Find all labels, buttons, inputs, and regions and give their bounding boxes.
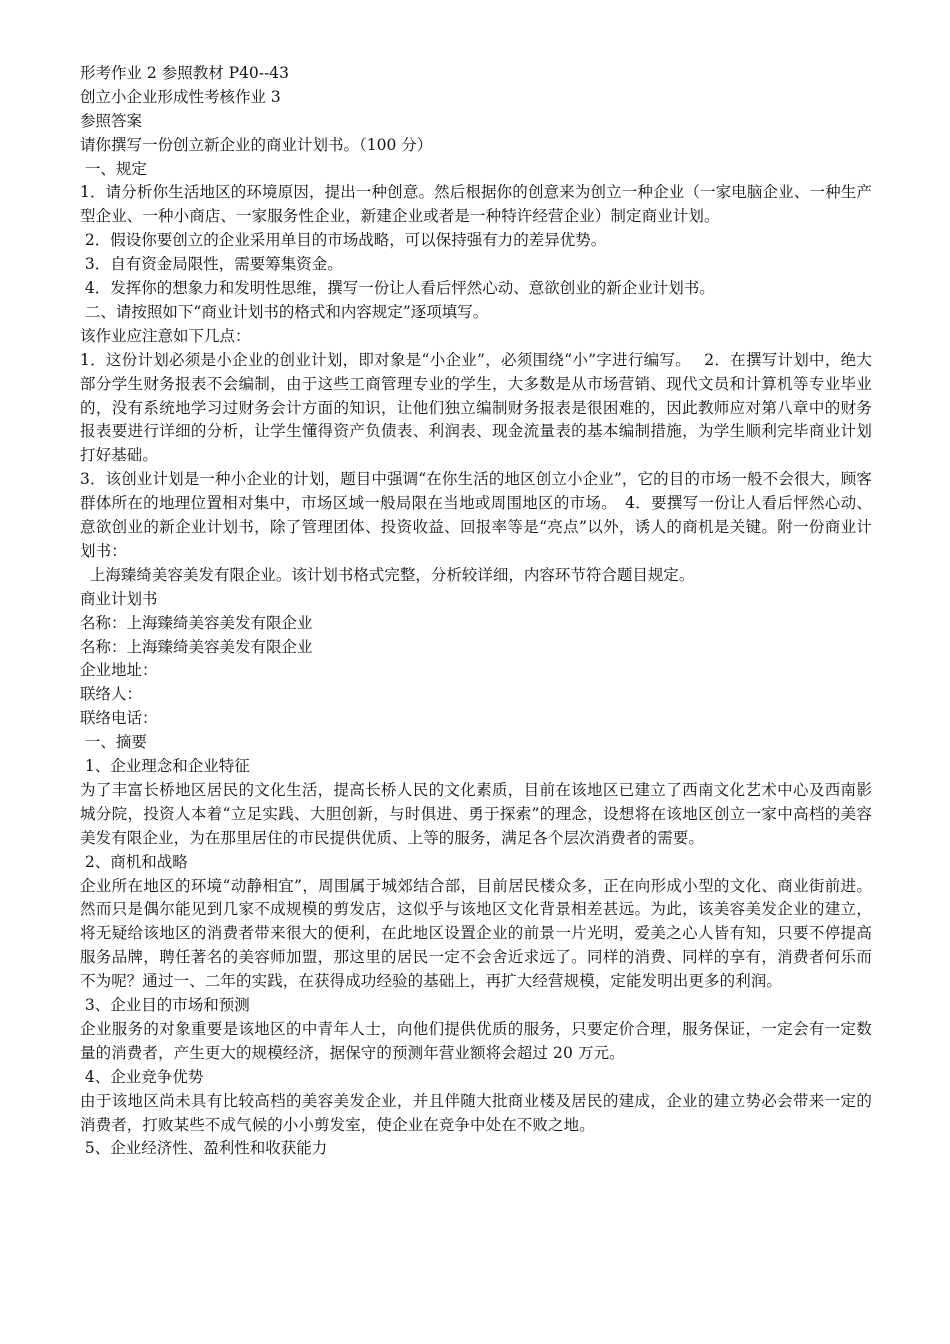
section-heading-requirements: 一、规定 bbox=[80, 159, 147, 178]
requirement-4: 4．发挥你的想象力和发明性思维，撰写一份让人看后怦然心动、意欲创业的新企业计划书。 bbox=[80, 279, 715, 298]
reference-answer-label: 参照答案 bbox=[80, 111, 143, 130]
company-name-line-duplicate: 名称：上海臻绮美容美发有限企业 bbox=[80, 637, 313, 656]
business-plan-heading: 商业计划书 bbox=[80, 589, 158, 608]
paragraph-competitive-advantage: 由于该地区尚未具有比较高档的美容美发企业，并且伴随大批商业楼及居民的建成，企业的建立势必会带来一定的消费者，打败某些不成气候的小小剪发室，使企业在竞争中处在不败之地。 bbox=[80, 1091, 872, 1134]
section-heading-summary: 一、摘要 bbox=[80, 733, 147, 752]
requirement-3: 3．自有资金局限性，需要筹集资金。 bbox=[80, 255, 343, 274]
paragraph-philosophy: 为了丰富长桥地区居民的文化生活，提高长桥人民的文化素质，目前在该地区已建立了西南文化艺术中心及西南影城分院，投资人本着“立足实践、大胆创新，与时俱进、勇于探索”的理念，设想将在该地区创立一家中高档的美容美发有限企业，为在那里居住的市民提供优质、上等的服务，满足各个层次消费者的需要。 bbox=[80, 780, 872, 847]
subheading-opportunity: 2、商机和战略 bbox=[80, 852, 188, 871]
subheading-profitability: 5、企业经济性、盈利性和收获能力 bbox=[80, 1139, 328, 1158]
note-paragraph-3-4: 3．该创业计划是一种小企业的计划，题目中强调“在你生活的地区创立小企业”，它的目的市场一般不会很大，顾客群体所在的地理位置相对集中，市场区域一般局限在当地或周围地区的市场。 4．要撰写一份让人看后怦然心动、意欲创业的新企业计划书，除了管理团体、投资收益、回报率等是“亮点”以外，诱人的商机是关键。附一份商业计划书： bbox=[80, 470, 872, 560]
subheading-philosophy: 1、企业理念和企业特征 bbox=[80, 757, 250, 775]
requirement-2: 2．假设你要创立的企业采用单目的市场战略，可以保持强有力的差异优势。 bbox=[80, 231, 607, 250]
subheading-competitive-advantage: 4、企业竞争优势 bbox=[80, 1067, 204, 1086]
task-prompt: 请你撰写一份创立新企业的商业计划书。（100 分） bbox=[80, 135, 433, 154]
section-heading-format: 二、请按照如下“商业计划书的格式和内容规定”逐项填写。 bbox=[80, 302, 489, 321]
paragraph-target-market: 企业服务的对象重要是该地区的中青年人士，向他们提供优质的服务，只要定价合理，服务保证，一定会有一定数量的消费者，产生更大的规模经济，据保守的预测年营业额将会超过 20 万元。 bbox=[80, 1019, 872, 1062]
contact-person-label: 联络人： bbox=[80, 685, 143, 704]
company-address-label: 企业地址： bbox=[80, 661, 158, 680]
sample-plan-intro: 上海臻绮美容美发有限企业。该计划书格式完整，分析较详细，内容环节符合题目规定。 bbox=[80, 565, 695, 584]
contact-phone-label: 联络电话： bbox=[80, 709, 158, 728]
document-page bbox=[80, 62, 872, 1161]
note-paragraph-1-2: 1．这份计划必须是小企业的创业计划，即对象是“小企业”，必须围绕“小”字进行编写。 2．在撰写计划中，绝大部分学生财务报表不会编制，由于这些工商管理专业的学生，大多数是从市场营销、现代文员和计算机等专业毕业的，没有系统地学习过财务会计方面的知识，让他们独立编制财务报表是很困难的，因此教师应对第八章中的财务报表要进行详细的分析，让学生懂得资产负债表、利润表、现金流量表的基本编制措施，为学生顺利完毕商业计划打好基础。 bbox=[80, 350, 872, 465]
requirement-1: 1．请分析你生活地区的环境原因，提出一种创意。然后根据你的创意来为创立一种企业（一家电脑企业、一种生产型企业、一种小商店、一家服务性企业，新建企业或者是一种特许经营企业）制定商业计划。 bbox=[80, 183, 872, 226]
header-line-assignment: 形考作业 2 参照教材 P40--43 bbox=[80, 64, 289, 82]
paragraph-opportunity: 企业所在地区的环境“动静相宜”，周围属于城郊结合部，目前居民楼众多，正在向形成小型的文化、商业街前进。然而只是偶尔能见到几家不成规模的剪发店，这似乎与该地区文化背景相差甚远。为此，该美容美发企业的建立，将无疑给该地区的消费者带来很大的便利，在此地区设置企业的前景一片光明，爱美之心人皆有知，只要不停提高服务品牌，聘任著名的美容师加盟，那这里的居民一定不会舍近求远了。同样的消费、同样的享有，消费者何乐而不为呢？通过一、二年的实践，在获得成功经验的基础上，再扩大经营规模，定能发明出更多的利润。 bbox=[80, 876, 872, 991]
company-name-line: 名称：上海臻绮美容美发有限企业 bbox=[80, 613, 313, 632]
subheading-target-market: 3、企业目的市场和预测 bbox=[80, 996, 250, 1015]
notes-heading: 该作业应注意如下几点： bbox=[80, 326, 251, 345]
document-title: 创立小企业形成性考核作业 3 bbox=[80, 87, 281, 106]
